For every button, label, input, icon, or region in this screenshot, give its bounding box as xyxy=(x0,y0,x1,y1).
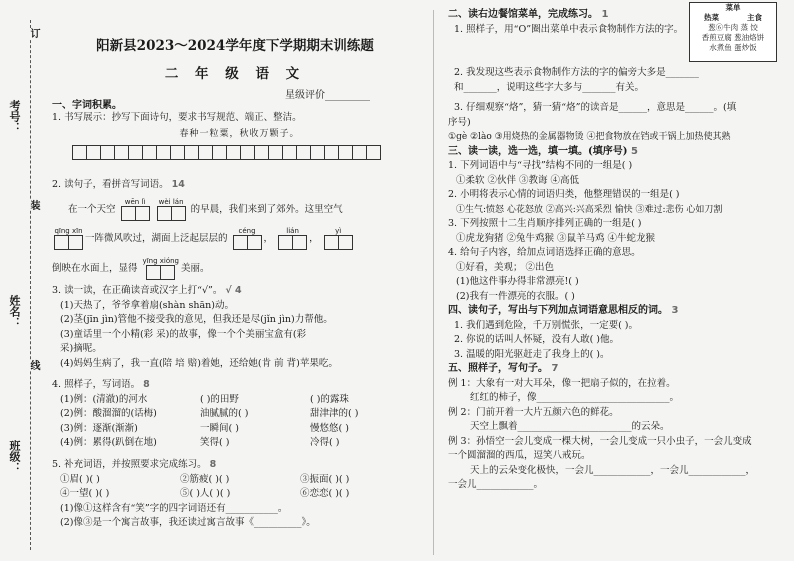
s5-example-2: 例 2：门前开着一大片五颜六色的鲜花。 xyxy=(448,406,619,418)
q3-item-3: (3)童话里一个小精(彩 采)的故事，像一个个美丽宝盒有(彩 xyxy=(60,328,307,340)
s5-task-3: 天上的云朵变化极快，一会儿____________，一会儿____________， xyxy=(470,464,756,476)
binding-mark-zhuang: 装 xyxy=(28,200,39,210)
s3-q3-options: ①虎龙狗猪 ②兔牛鸡猴 ③鼠羊马鸡 ④牛蛇龙猴 xyxy=(456,232,656,244)
section-3-heading: 三、读一读，选一选，填一填。(填序号) 5 xyxy=(448,145,638,157)
s3-q4-options: ①好看，美观； ②出色 xyxy=(456,261,555,273)
q1-writing-grid[interactable] xyxy=(72,142,427,161)
s4-item-2: 2. 你说的话叫人怀疑，没有人敢( )他。 xyxy=(454,334,620,345)
s2-options: ①gè ②lào ③用烧热的金属器物烫 ④把食物放在铛或干锅上加热使其熟 xyxy=(448,132,731,142)
exam-title: 阳新县2023～2024学年度下学期期末训练题 xyxy=(96,38,374,54)
s2-score-mark: 1 xyxy=(601,9,609,20)
q4-row-3: (3)例：逐渐(渐渐) 一瞬间( ) 慢悠悠( ) xyxy=(60,422,349,434)
name-label: 姓名： xyxy=(8,295,21,328)
s4-score-mark: 3 xyxy=(671,305,679,316)
q5-text: 5. 补充词语，并按照要求完成练习。 8 xyxy=(52,459,217,470)
q4-row-2: (2)例：酸溜溜的(话梅) 油腻腻的( ) 甜津津的( ) xyxy=(60,408,359,419)
s5-task-2: 天空上飘着________________________的云朵。 xyxy=(470,421,670,432)
section-4-heading: 四、读句子，写出与下列加点词语意思相反的词。 3 xyxy=(448,305,679,316)
s3-score-mark: 5 xyxy=(630,145,638,157)
q2-blank-yi[interactable]: yì xyxy=(324,227,353,250)
q3-item-3-cont: 采)摘呢。 xyxy=(60,343,102,354)
s5-task-3-cont: 一会儿____________。 xyxy=(448,479,544,490)
s3-q2: 2. 小明将表示心情的词语归类，他整理错误的一组是( ) xyxy=(448,189,680,200)
q1-poem: 春种一粒粟，秋收万颗子。 xyxy=(179,128,300,139)
s3-q4-a: (1)他这件事办得非常漂亮!( ) xyxy=(456,276,579,287)
q2-line-1: 在一个天空 wēn lì wèi lán 的早晨，我们来到了郊外。这里空气 xyxy=(68,198,428,221)
q2-blank-lian[interactable]: lián xyxy=(278,227,307,250)
q3-item-4: (4)妈妈生病了，我一直(陪 培 赔)着她，还给她(肯 前 背)苹果吃。 xyxy=(60,357,338,369)
exam-number-label: 考号： xyxy=(8,100,21,133)
s2-item-2: 2. 我发现这些表示食物制作方法的字的偏旁大多是_______ xyxy=(454,67,699,78)
binding-mark-xian: 线 xyxy=(28,360,39,370)
q2-text: 2. 读句子，看拼音写词语。 14 xyxy=(52,179,185,190)
s5-task-1: 红红的柿子，像____________________________。 xyxy=(470,392,680,403)
q2-line-3: 倒映在水面上，显得 yīng xióng 美丽。 xyxy=(52,257,427,280)
q2-blank-ceng[interactable]: céng xyxy=(233,227,262,250)
s4-item-1: 1. 我们遇到危险，千万别慌张，一定要( )。 xyxy=(454,319,639,331)
menu-row-1: 葱⑥牛肉 蒸 饺 xyxy=(708,23,758,32)
s3-q3: 3. 下列按照十二生肖顺序排列正确的一组是( ) xyxy=(448,218,642,229)
menu-row-3: 水煮鱼 蛋炒饭 xyxy=(709,43,757,52)
s5-score-mark: 7 xyxy=(551,363,559,374)
q5-row-1: ①眉( )( ) ②筋疲( )( ) ③振面( )( ) xyxy=(60,473,350,485)
q3-item-2: (2)茎(jīn jìn)管他不接受我的意见，但我还是尽(jǐn jìn)力帮他。 xyxy=(60,314,333,325)
s4-item-3: 3. 温暖的阳光驱赶走了我身上的( )。 xyxy=(454,348,610,360)
binding-dashed-line xyxy=(30,20,31,550)
q4-row-4: (4)例：累得(趴倒在地) 笑得( ) 冷得( ) xyxy=(60,437,340,448)
s2-item-3-cont: 序号) xyxy=(448,116,471,128)
s3-q2-options: ①生气:愤怒 心花怒放 ②高兴:兴高采烈 愉快 ③难过:悲伤 心如刀割 xyxy=(456,204,723,215)
page-divider xyxy=(433,10,434,555)
section-5-heading: 五、照样子，写句子。 7 xyxy=(448,363,559,374)
rating-label: 星级评价_________ xyxy=(285,90,370,101)
q2-blank-wenli[interactable]: wēn lì xyxy=(121,198,150,221)
s2-item-2-cont: 和_______，说明这些字大多与_______有关。 xyxy=(454,81,645,93)
section-2-heading: 二、读右边餐馆菜单，完成练习。 1 xyxy=(448,9,609,20)
q3-score-mark: √ 4 xyxy=(225,285,242,296)
class-label: 班级： xyxy=(8,440,21,473)
q2-blank-qingxin[interactable]: qīng xīn xyxy=(54,227,83,250)
menu-title: 菜单 xyxy=(725,3,741,12)
q4-text: 4. 照样子，写词语。 8 xyxy=(52,379,150,390)
q5-item-2: (2)像③是一个寓言故事，我还读过寓言故事《__________》。 xyxy=(60,517,316,528)
binding-strip xyxy=(0,0,38,561)
exam-subtitle: 二 年 级 语 文 xyxy=(164,66,306,82)
q2-blank-weilan[interactable]: wèi lán xyxy=(157,198,186,221)
s5-example-3: 例 3：孙悟空一会儿变成一棵大树，一会儿变成一只小虫子，一会儿变成 xyxy=(448,435,752,447)
menu-header: 热菜 主食 xyxy=(704,13,762,22)
s5-example-3-cont: 一个圆溜溜的西瓜，逗笑八戒玩。 xyxy=(448,450,591,461)
section-1-heading: 一、字词积累。 xyxy=(52,100,122,111)
q3-item-1: (1)天热了，爷爷拿着扇(shàn shān)动。 xyxy=(60,299,234,311)
s3-q4: 4. 给句子内容，给加点词语选择正确的意思。 xyxy=(448,247,641,258)
s3-q1: 1. 下列词语中与“寻找”结构不同的一组是( ) xyxy=(448,160,633,171)
s2-item-3: 3. 仔细观察“烙”，猜一猜“烙”的读音是______，意思是______。(填 xyxy=(454,102,737,113)
s2-item-1: 1. 照样子，用“O”圈出菜单中表示食物制作方法的字。 xyxy=(454,23,684,35)
q2-score-mark: 14 xyxy=(171,179,185,190)
s3-q1-options: ①柔软 ②伙伴 ③教诲 ④高低 xyxy=(456,174,580,186)
q2-line-2: qīng xīn 一阵微风吹过，湖面上泛起层层的 céng ， lián ， yì xyxy=(52,227,427,250)
q1-text: 1. 书写展示：抄写下面诗句，要求书写规范、端正、整洁。 xyxy=(52,112,302,123)
right-page xyxy=(440,0,792,561)
menu-row-2: 香煎豆腐 葱油烙饼 xyxy=(701,33,765,42)
q4-row-1: (1)例：(清澈)的河水 ( )的田野 ( )的露珠 xyxy=(60,393,349,405)
q5-score-mark: 8 xyxy=(209,459,217,470)
q2-blank-yingxiong[interactable]: yīng xióng xyxy=(143,257,179,280)
q4-score-mark: 8 xyxy=(143,379,150,390)
binding-mark-ding: 订 xyxy=(28,28,39,38)
s5-example-1: 例 1：大象有一对大耳朵，像一把扇子似的，在拉着。 xyxy=(448,377,676,389)
q3-text: 3. 读一读，在正确读音或汉字上打“√”。 √ 4 xyxy=(52,285,242,296)
q5-item-1: (1)像①这样含有“笑”字的四字词语还有___________。 xyxy=(60,502,288,514)
s3-q4-b: (2)我有一件漂亮的衣服。( ) xyxy=(456,290,575,302)
left-page xyxy=(40,0,430,561)
q5-row-2: ④一望( )( ) ⑤( )人( )( ) ⑥恋恋( )( ) xyxy=(60,488,350,499)
